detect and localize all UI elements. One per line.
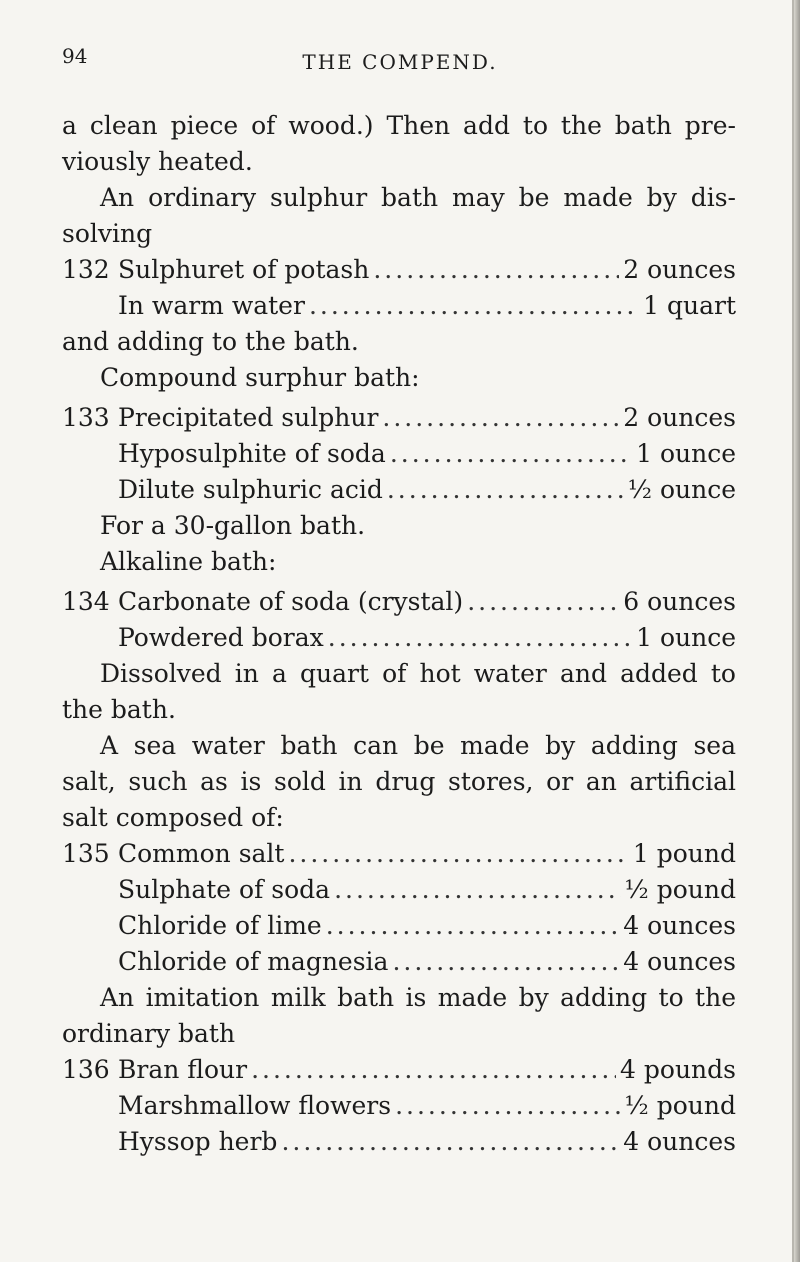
ingredient-qty: 2 ounces <box>623 255 736 284</box>
ingredient-name: Bran flour <box>118 1055 248 1084</box>
dot-leader <box>281 1124 619 1160</box>
recipe-number: 133 <box>62 403 110 432</box>
ingredient-qty: 1 ounce <box>636 623 736 652</box>
recipe-item <box>62 472 736 508</box>
recipe-item <box>62 908 736 944</box>
text-line: the bath. <box>62 695 176 724</box>
ingredient-name: In warm water <box>118 291 305 320</box>
dot-leader <box>390 436 632 472</box>
page-edge-shadow <box>792 0 794 1262</box>
recipe-item <box>62 252 736 288</box>
recipe-item <box>62 1088 736 1124</box>
ingredient-qty: 1 ounce <box>636 439 736 468</box>
ingredient-name: Marshmallow flowers <box>118 1091 392 1120</box>
text-line: salt composed of: <box>62 803 284 832</box>
dot-leader <box>387 472 624 508</box>
ingredient-name: Hyposulphite of soda <box>118 439 386 468</box>
recipe-number: 135 <box>62 839 110 868</box>
ingredient-qty: ½ pound <box>624 1091 736 1120</box>
text-line: solving <box>62 219 153 248</box>
recipe-136 <box>62 1052 736 1160</box>
text-line: a clean piece of wood.) Then add to the bath pre- <box>62 111 736 140</box>
ingredient-qty: ½ ounce <box>627 475 736 504</box>
text-line: For a 30-gallon bath. <box>100 511 366 540</box>
text-line: A sea water bath can be made by adding sea <box>100 731 736 760</box>
ingredient-name: Carbonate of soda (crystal) <box>118 587 464 616</box>
text-line: An imitation milk bath is made by adding to the <box>100 983 736 1012</box>
recipe-number: 134 <box>62 587 110 616</box>
recipe-item <box>62 620 736 656</box>
page-edge <box>794 0 800 1262</box>
text-line: An ordinary sulphur bath may be made by dis- <box>100 183 736 212</box>
recipe-item <box>62 1124 736 1160</box>
dot-leader <box>326 908 620 944</box>
text-line: ordinary bath <box>62 1019 236 1048</box>
running-head: THE COMPEND. <box>302 50 498 74</box>
dot-leader <box>395 1088 620 1124</box>
recipe-134 <box>62 584 736 656</box>
ingredient-name: Sulphuret of potash <box>118 255 370 284</box>
text-line: Alkaline bath: <box>100 547 277 576</box>
ingredient-name: Dilute sulphuric acid <box>118 475 383 504</box>
ingredient-qty: 2 ounces <box>623 403 736 432</box>
recipe-132 <box>62 252 736 324</box>
dot-leader <box>467 584 619 620</box>
recipe-item <box>62 436 736 472</box>
ingredient-name: Hyssop herb <box>118 1127 278 1156</box>
ingredient-name: Powdered borax <box>118 623 324 652</box>
dot-leader <box>392 944 619 980</box>
ingredient-qty: 4 ounces <box>623 947 736 976</box>
recipe-135 <box>62 836 736 980</box>
page-body <box>62 108 736 1160</box>
recipe-133 <box>62 400 736 508</box>
recipe-item <box>62 288 736 324</box>
ingredient-qty: 4 ounces <box>623 1127 736 1156</box>
text-line: salt, such as is sold in drug stores, or an artificial <box>62 767 736 796</box>
ingredient-name: Sulphate of soda <box>118 875 331 904</box>
ingredient-name: Common salt <box>118 839 285 868</box>
recipe-number: 136 <box>62 1055 110 1084</box>
ingredient-qty: 1 pound <box>632 839 736 868</box>
dot-leader <box>251 1052 616 1088</box>
text-line: and adding to the bath. <box>62 327 359 356</box>
recipe-item <box>62 836 736 872</box>
text-line: Compound surphur bath: <box>100 363 420 392</box>
dot-leader <box>309 288 639 324</box>
ingredient-qty: 4 ounces <box>623 911 736 940</box>
ingredient-qty: 6 ounces <box>623 587 736 616</box>
text-line: Dissolved in a quart of hot water and added to <box>100 659 736 688</box>
text-line: viously heated. <box>62 147 253 176</box>
dot-leader <box>288 836 628 872</box>
recipe-item <box>62 944 736 980</box>
dot-leader <box>373 252 619 288</box>
dot-leader <box>382 400 619 436</box>
ingredient-name: Chloride of lime <box>118 911 322 940</box>
recipe-number: 132 <box>62 255 110 284</box>
ingredient-qty: 4 pounds <box>620 1055 736 1084</box>
ingredient-name: Chloride of magnesia <box>118 947 389 976</box>
ingredient-qty: ½ pound <box>624 875 736 904</box>
dot-leader <box>334 872 620 908</box>
dot-leader <box>328 620 632 656</box>
recipe-item <box>62 872 736 908</box>
recipe-item <box>62 1052 736 1088</box>
ingredient-name: Precipitated sulphur <box>118 403 379 432</box>
page-number: 94 <box>62 44 88 68</box>
recipe-item <box>62 584 736 620</box>
ingredient-qty: 1 quart <box>643 291 736 320</box>
recipe-item <box>62 400 736 436</box>
